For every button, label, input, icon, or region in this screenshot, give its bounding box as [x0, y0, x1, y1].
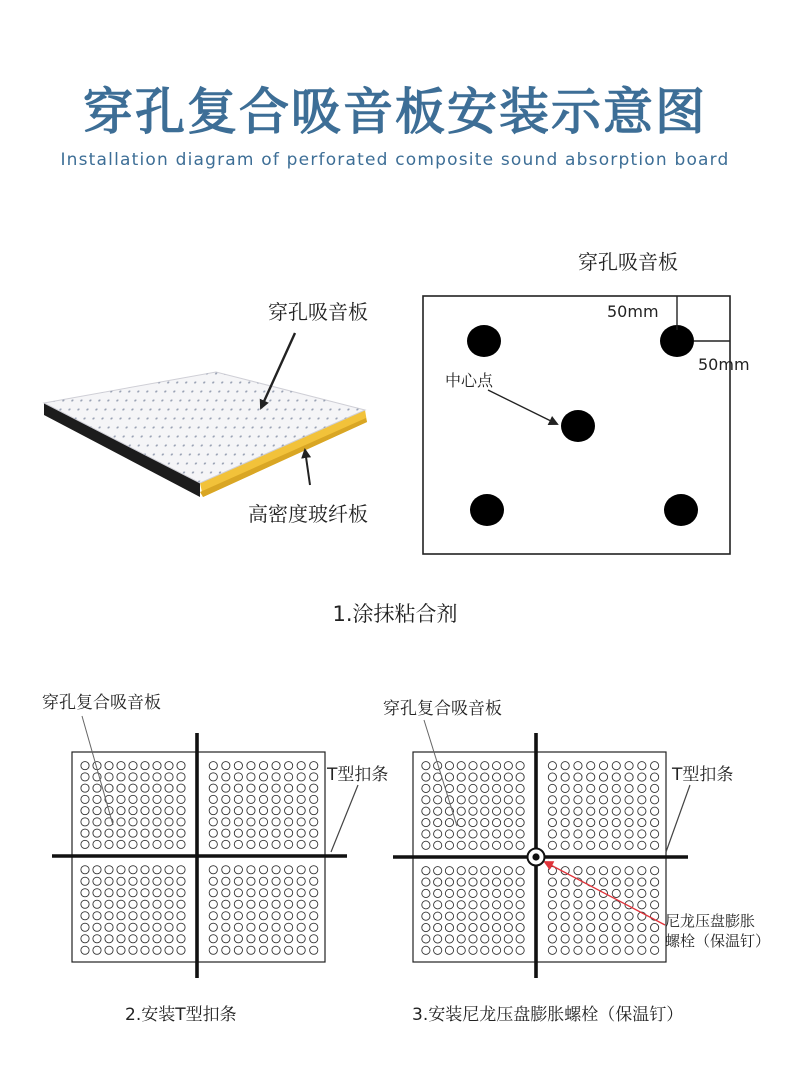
step2-caption: 2.安装T型扣条 [125, 1005, 237, 1025]
dim-label-top: 50mm [607, 302, 659, 321]
board-3d [44, 333, 367, 497]
board-bottom-arrow [305, 450, 310, 485]
plan-title: 穿孔吸音板 [578, 250, 678, 274]
board-bottom-label: 高密度玻纤板 [248, 502, 368, 526]
adhesive-dot-top-left [467, 325, 501, 357]
step3-panel-label: 穿孔复合吸音板 [383, 699, 502, 719]
step3-caption: 3.安装尼龙压盘膨胀螺栓（保温钉） [412, 1005, 684, 1025]
step3-strip-label: T型扣条 [672, 765, 734, 785]
adhesive-dot-center [561, 410, 595, 442]
center-label: 中心点 [445, 371, 494, 390]
adhesive-plan [423, 296, 730, 554]
bolt-label-line1: 尼龙压盘膨胀 [665, 912, 756, 930]
page-subtitle: Installation diagram of perforated composite sound absorption board [60, 150, 730, 170]
step2-strip-label: T型扣条 [327, 765, 389, 785]
dim-label-right: 50mm [698, 355, 750, 374]
t-strip-grid [52, 733, 347, 978]
adhesive-dot-bottom-left [470, 494, 504, 526]
bolt-icon [528, 849, 545, 866]
step1-caption: 1.涂抹粘合剂 [332, 602, 458, 626]
step2-panel-label: 穿孔复合吸音板 [42, 693, 161, 713]
strip-leader-2 [331, 785, 358, 852]
bolt-label-line2: 螺栓（保温钉） [665, 932, 771, 950]
page-title: 穿孔复合吸音板安装示意图 [83, 83, 707, 141]
strip-leader-3 [666, 785, 690, 852]
center-arrow [488, 390, 557, 424]
adhesive-dot-bottom-right [664, 494, 698, 526]
board-top-label: 穿孔吸音板 [268, 300, 368, 324]
